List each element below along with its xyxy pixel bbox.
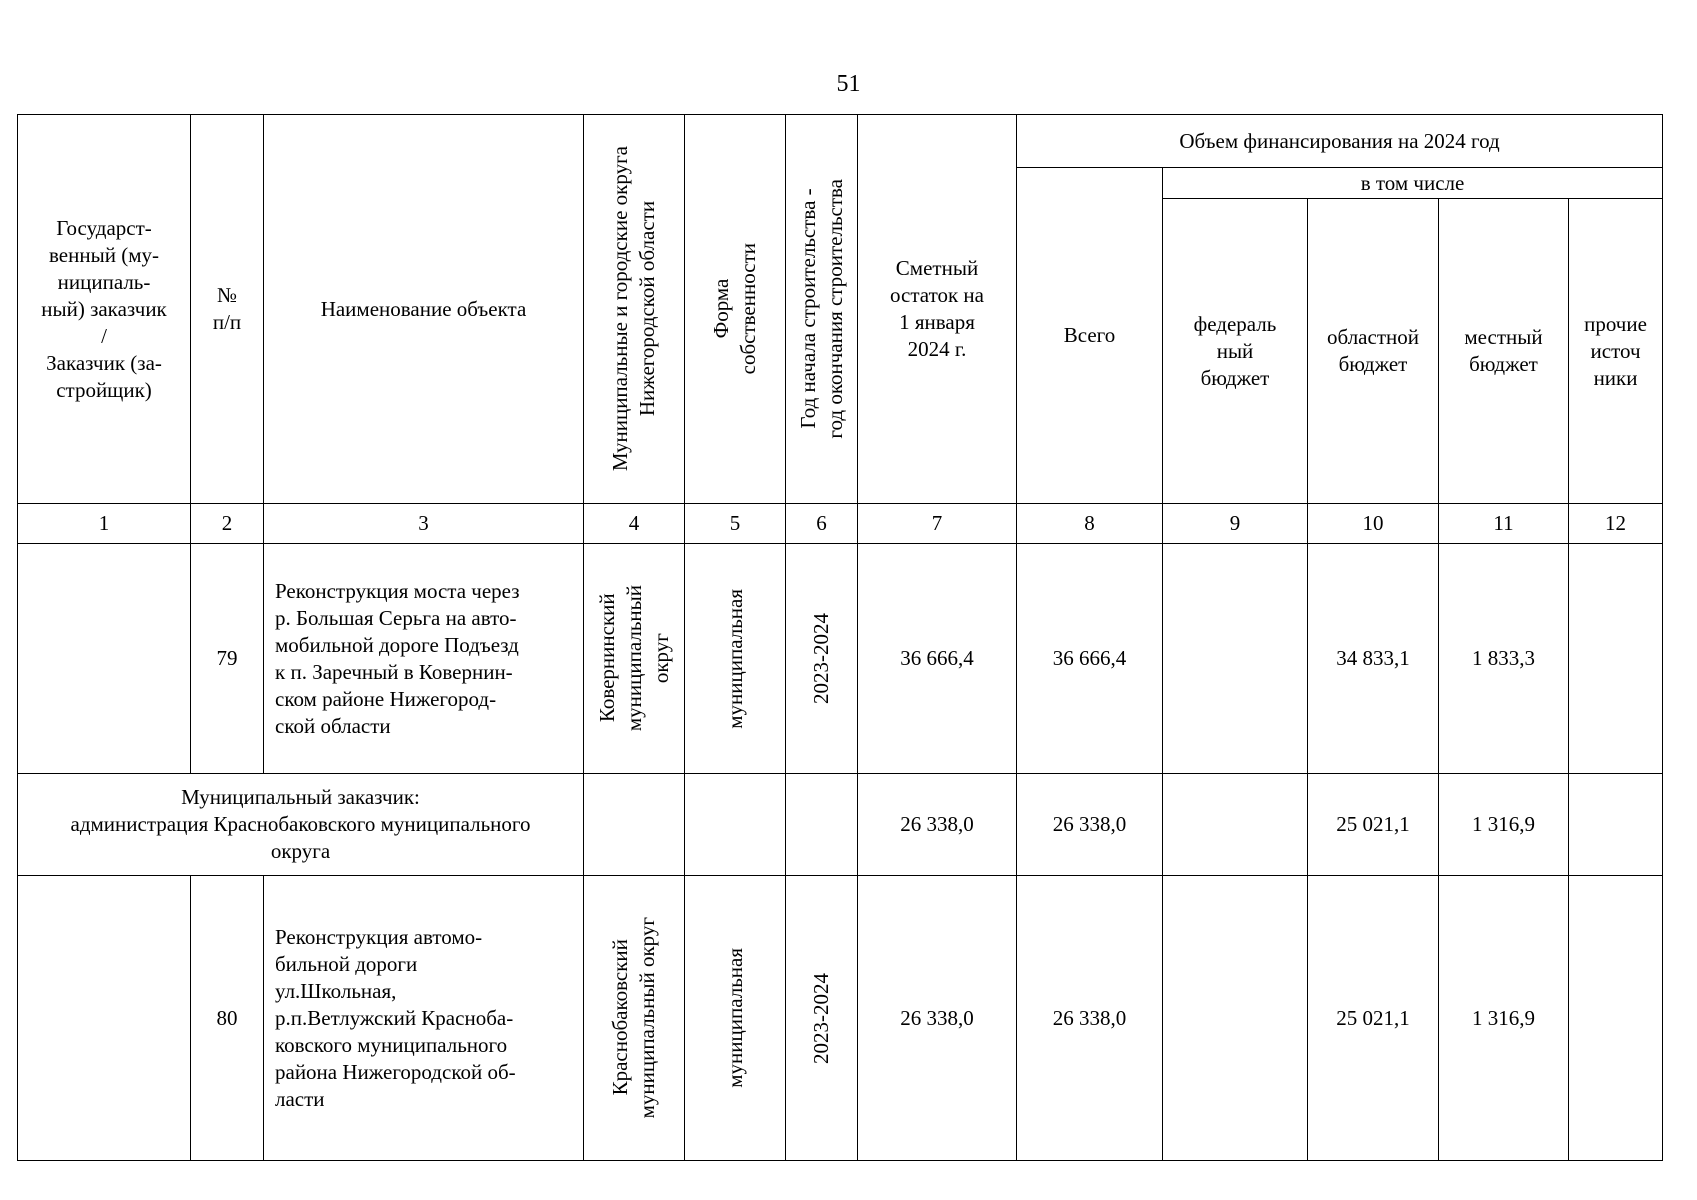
local-value: 1 316,9 [1439,774,1569,876]
header-funding: Объем финансирования на 2024 год [1017,115,1663,168]
total-value: 26 338,0 [1017,774,1163,876]
other-value [1569,774,1663,876]
header-years [786,115,858,504]
district-cell [584,544,685,774]
column-number: 6 [786,504,858,544]
ownership-cell [685,544,786,774]
federal-value [1163,774,1308,876]
table-row [18,544,1663,774]
header-total: Всего [1017,168,1163,504]
column-number: 2 [191,504,264,544]
ownership-text: муниципальная [722,948,747,1088]
column-number: 12 [1569,504,1663,544]
total-value: 26 338,0 [1017,876,1163,1161]
header-district [584,115,685,504]
column-number: 9 [1163,504,1308,544]
years-cell [786,876,858,1161]
federal-value [1163,544,1308,774]
header-ownership-text: Форма собственности [709,243,760,375]
object-name: Реконструкция автомо- бильной дороги ул.Школьная, р.п.Ветлужский Красноба- ковского муниципального района Нижегородской об- ласти [264,876,584,1161]
financing-table [17,114,1663,1161]
customer-group-row [18,774,1663,876]
customer-cell [18,876,191,1161]
years-cell [786,544,858,774]
object-name: Реконструкция моста через р. Большая Серьга на авто- мобильной дороге Подъезд к п. Заречный в Ковернин- ском районе Нижегород- ской области [264,544,584,774]
district-text: Ковернинский муниципальный округ [594,585,673,732]
district-cell [584,774,685,876]
customer-cell [18,544,191,774]
header-years-text: Год начала строительства - год окончания строительства [795,179,847,439]
local-value: 1 316,9 [1439,876,1569,1161]
regional-value: 25 021,1 [1308,774,1439,876]
local-value: 1 833,3 [1439,544,1569,774]
header-district-text: Муниципальные и городские округа Нижегородской области [608,146,659,472]
header-customer: Государст- венный (му- ниципаль- ный) заказчик / Заказчик (за- стройщик) [18,115,191,504]
other-value [1569,544,1663,774]
ownership-text: муниципальная [722,588,747,729]
header-federal: федераль ный бюджет [1163,199,1308,504]
regional-value: 34 833,1 [1308,544,1439,774]
regional-value: 25 021,1 [1308,876,1439,1161]
ownership-cell [685,876,786,1161]
other-value [1569,876,1663,1161]
page-number: 51 [836,71,861,97]
header-regional: областной бюджет [1308,199,1439,504]
federal-value [1163,876,1308,1161]
total-value: 36 666,4 [1017,544,1163,774]
header-local: местный бюджет [1439,199,1569,504]
header-including: в том числе [1163,168,1663,199]
table-row [18,876,1663,1161]
customer-group-label: Муниципальный заказчик: администрация Краснобаковского муниципального округа [18,774,584,876]
district-cell [584,876,685,1161]
column-number: 7 [858,504,1017,544]
column-number: 1 [18,504,191,544]
row-number: 79 [191,544,264,774]
balance-value: 26 338,0 [858,774,1017,876]
column-number: 11 [1439,504,1569,544]
column-number: 4 [584,504,685,544]
years-text: 2023-2024 [809,613,833,704]
ownership-cell [685,774,786,876]
header-number: № п/п [191,115,264,504]
row-number: 80 [191,876,264,1161]
column-numbers-row [18,504,1663,544]
header-object-name: Наименование объекта [264,115,584,504]
column-number: 10 [1308,504,1439,544]
header-ownership [685,115,786,504]
column-number: 3 [264,504,584,544]
column-number: 5 [685,504,786,544]
header-other: прочие источ ники [1569,199,1663,504]
column-number: 8 [1017,504,1163,544]
header-balance: Сметный остаток на 1 января 2024 г. [858,115,1017,504]
district-text: Краснобаковский муниципальный округ [608,917,659,1119]
years-cell [786,774,858,876]
years-text: 2023-2024 [809,972,833,1064]
balance-value: 36 666,4 [858,544,1017,774]
balance-value: 26 338,0 [858,876,1017,1161]
